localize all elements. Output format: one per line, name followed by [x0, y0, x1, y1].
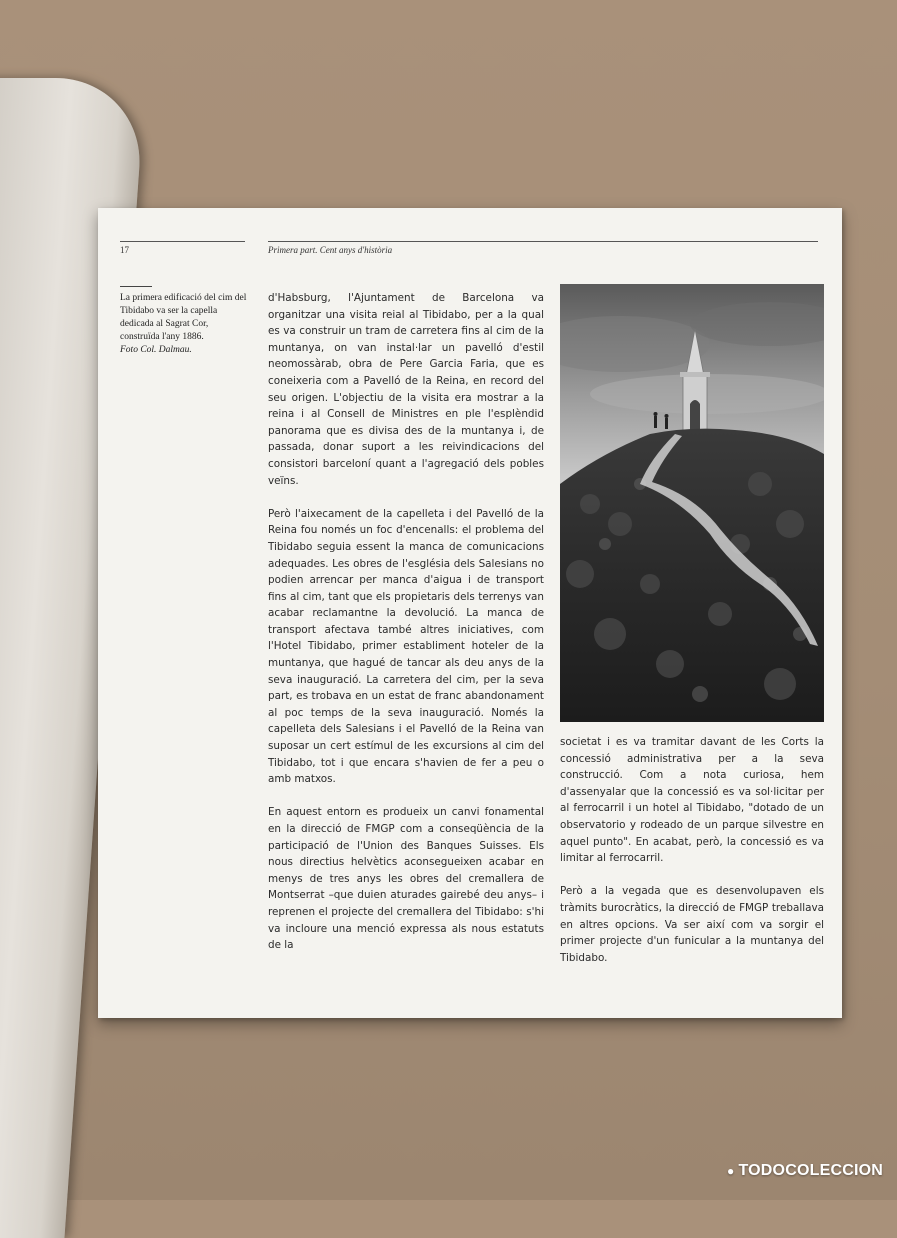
text-column-left [268, 290, 544, 970]
paragraph: Però a la vegada que es desenvolupaven els tràmits burocràtics, la direcció de FMGP treballava en altres opcions. Va ser així com va sorgir el primer projecte d'un funicular a la muntanya del Tibidabo. [560, 885, 824, 964]
caption-rule [120, 286, 152, 287]
paragraph: societat i es va tramitar davant de les Corts la concessió administrativa per a la seva construcció. Com a nota curiosa, hem d'assenyalar que la concessió es va sol·licitar per al ferrocarril i un hotel al Tibidabo, "dotado de un observatorio y rodeado de un parque silvestre en aquel punto". En acabat, però, la concessió es va limitar al ferrocarril. [560, 736, 824, 865]
paragraph: Però l'aixecament de la capelleta i del Pavelló de la Reina fou només un foc d'encenalls: el problema del Tibidabo seguia essent la manca de comunicacions adequades. Les obres de l'església dels Salesians no podien arrencar per manca d'aigua i de transport fins al cim, tant que els propietaris dels terrenys van acabar reclamantne la devolució. La manca de transport afectava també altres iniciatives, com l'Hotel Tibidabo, primer establiment hoteler de la muntanya, que hagué de tancar als deu anys de la seva inauguració. La carretera del cim, per la seva part, es trobava en un estat de franc abandonament al poc temps de la seva inauguració. Només la capelleta dels Salesians i el Pavelló de la Reina van suposar un cert estímul de les excursions al cim del Tibidabo, tot i que encara s'havien de fer a peu o amb matxos. [268, 507, 544, 786]
caption-credit: Foto Col. Dalmau. [120, 345, 192, 355]
page-number: 17 [120, 245, 129, 255]
photo-caption [120, 292, 248, 357]
header-rule-left [120, 241, 245, 242]
running-head: Primera part. Cent anys d'història [268, 245, 393, 255]
chapel-on-hilltop-photo [560, 284, 824, 722]
text-column-right [560, 734, 824, 983]
watermark-text: TODOCOLECCION [738, 1162, 883, 1179]
watermark-icon: ● [727, 1163, 735, 1178]
facing-page-text [40, 196, 120, 200]
book-page [98, 208, 842, 1018]
header-rule-right [268, 241, 818, 242]
caption-text: La primera edificació del cim del Tibidabo va ser la capella dedicada al Sagrat Cor, construïda l'any 1886. [120, 293, 247, 342]
paragraph: En aquest entorn es produeix un canvi fonamental en la direcció de FMGP com a conseqüència de la participació de l'Union des Banques Suisses. Els nous directius helvètics aconsegueixen acabar en menys de tres anys les obres del cremallera de Montserrat –que duien aturades gairebé deu anys– i reprenen el projecte del cremallera del Tibidabo: s'hi va incloure una menció expressa als nous estatuts de la [268, 806, 544, 952]
paragraph: d'Habsburg, l'Ajuntament de Barcelona va organitzar una visita reial al Tibidabo, per a la qual es va construir un tram de carretera fins al cim de la muntanya, on van instal·lar un pavelló d'estil neomossàrab, obra de Pere Garcia Faria, que es coneixeria com a Pavelló de la Reina, en record del seu origen. L'objectiu de la visita era mostrar a la reina i al Consell de Ministres en ple l'esplèndid panorama que es divisa des de la muntanya i, de passada, donar suport a les reivindicacions del consistori barceloní quant a l'agregació dels pobles veïns. [268, 292, 544, 487]
watermark-logo [727, 1162, 883, 1180]
